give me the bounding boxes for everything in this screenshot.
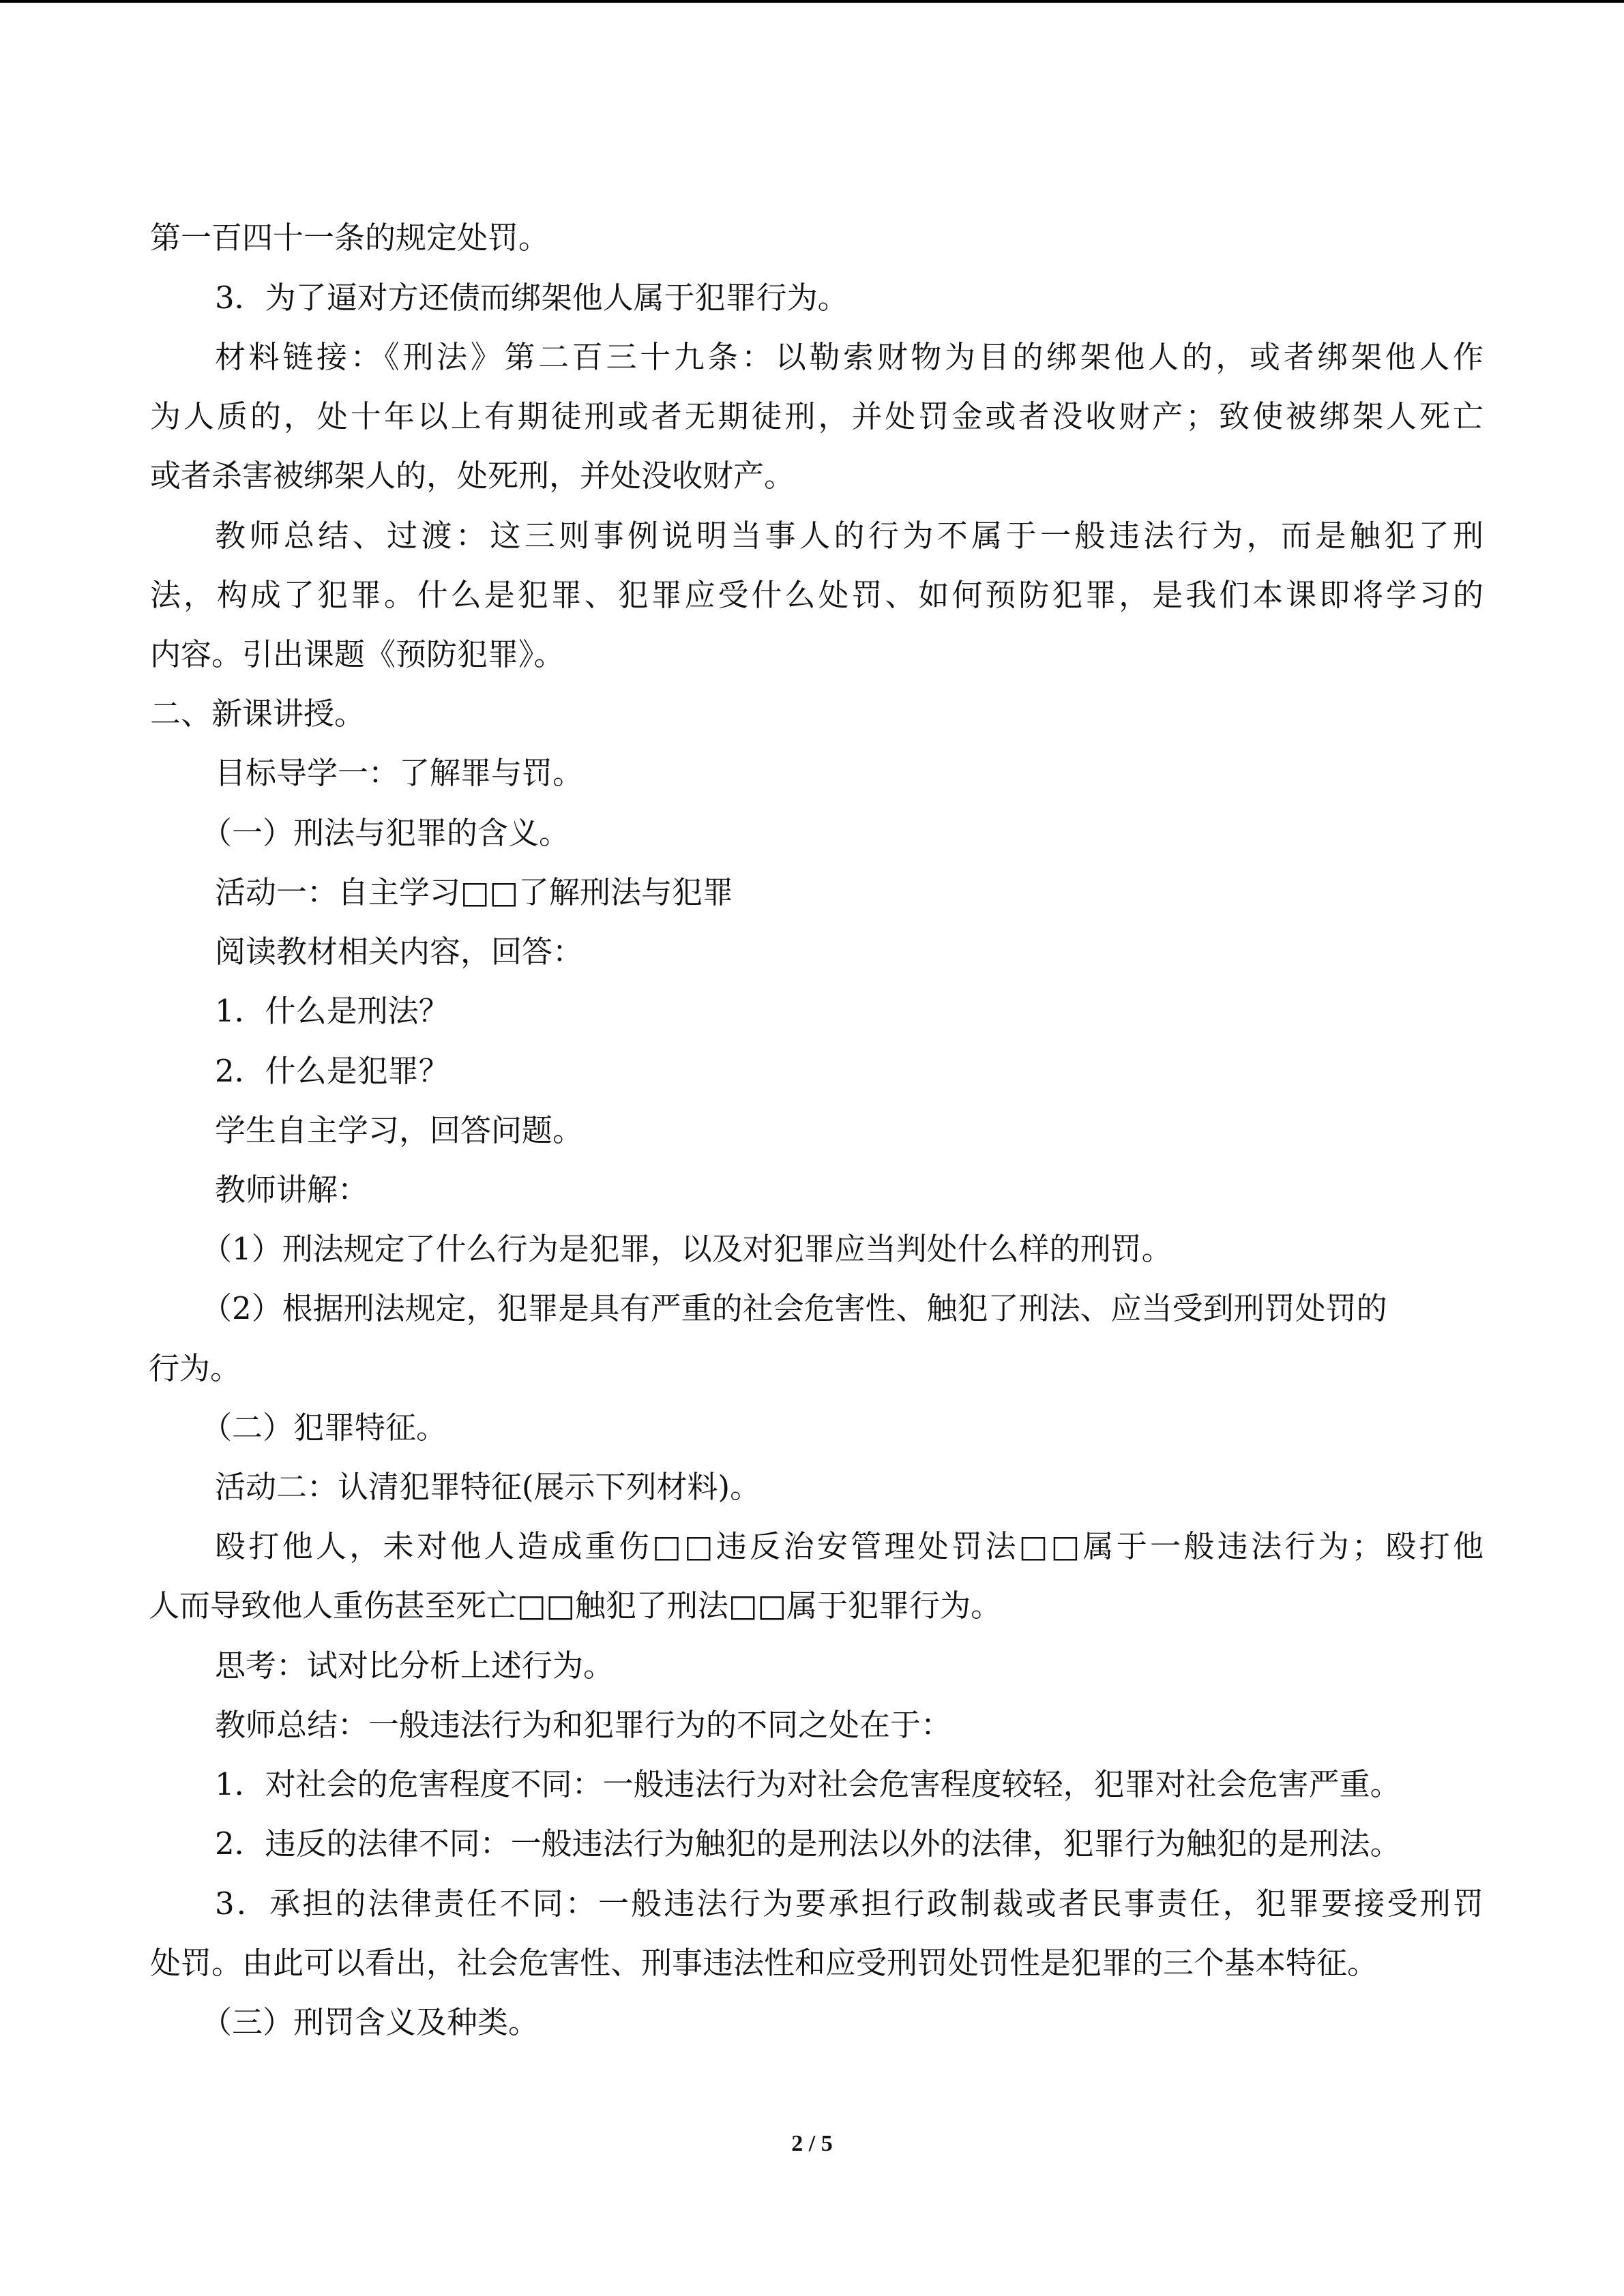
text-line: 行为。 [149,1350,241,1386]
page-number: 2 / 5 [791,2131,833,2156]
text-line: 内容。引出课题《预防犯罪》。 [150,636,565,672]
text-line: 第一百四十一条的规定处罚。 [150,220,550,256]
text-line: 教师讲解： [215,1172,369,1208]
text-line: （一）刑法与犯罪的含义。 [201,815,570,851]
text-line: 思考：试对比分析上述行为。 [215,1648,615,1684]
text-line: 目标导学一：了解罪与罚。 [215,755,584,791]
text-line: 1．什么是刑法？ [215,993,449,1029]
text-line: （三）刑罚含义及种类。 [201,2004,540,2040]
text-line: 阅读教材相关内容，回答： [215,934,584,970]
text-line: 或者杀害被绑架人的，处死刑，并处没收财产。 [150,458,795,494]
text-line: 活动二：认清犯罪特征(展示下列材料)。 [215,1469,761,1505]
text-line: 材料链接：《刑法》第二百三十九条：以勒索财物为目的绑架他人的，或者绑架他人作 [215,339,1483,375]
text-line: 人而导致他人重伤甚至死亡□□触犯了刑法□□属于犯罪行为。 [149,1587,1002,1624]
text-line: （2）根据刑法规定，犯罪是具有严重的社会危害性、触犯了刑法、应当受到刑罚处罚的 [201,1290,1387,1326]
text-line: 殴打他人，未对他人造成重伤□□违反治安管理处罚法□□属于一般违法行为；殴打他 [215,1528,1483,1564]
text-line: （二）犯罪特征。 [201,1410,447,1446]
text-line: 1．对社会的危害程度不同：一般违法行为对社会危害程度较轻，犯罪对社会危害严重。 [215,1766,1401,1802]
text-line: 3．承担的法律责任不同：一般违法行为要承担行政制裁或者民事责任，犯罪要接受刑罚 [215,1885,1483,1922]
text-line: 学生自主学习，回答问题。 [215,1112,584,1148]
text-line: 活动一：自主学习□□了解刑法与犯罪 [215,874,734,910]
text-line: 2．违反的法律不同：一般违法行为触犯的是刑法以外的法律，犯罪行为触犯的是刑法。 [215,1825,1401,1862]
text-line: 法，构成了犯罪。什么是犯罪、犯罪应受什么处罚、如何预防犯罪，是我们本课即将学习的 [150,577,1483,613]
text-line: 为人质的，处十年以上有期徒刑或者无期徒刑，并处罚金或者没收财产；致使被绑架人死亡 [150,398,1483,434]
text-line: （1）刑法规定了什么行为是犯罪，以及对犯罪应当判处什么样的刑罚。 [201,1231,1172,1267]
text-line: 2．什么是犯罪？ [215,1053,449,1089]
section-heading: 二、新课讲授。 [150,696,366,732]
text-line: 3．为了逼对方还债而绑架他人属于犯罪行为。 [215,280,848,316]
text-line: 教师总结、过渡：这三则事例说明当事人的行为不属于一般违法行为，而是触犯了刑 [215,518,1483,554]
text-line: 教师总结：一般违法行为和犯罪行为的不同之处在于： [215,1707,952,1743]
text-line: 处罚。由此可以看出，社会危害性、刑事违法性和应受刑罚处罚性是犯罪的三个基本特征。 [150,1945,1378,1981]
